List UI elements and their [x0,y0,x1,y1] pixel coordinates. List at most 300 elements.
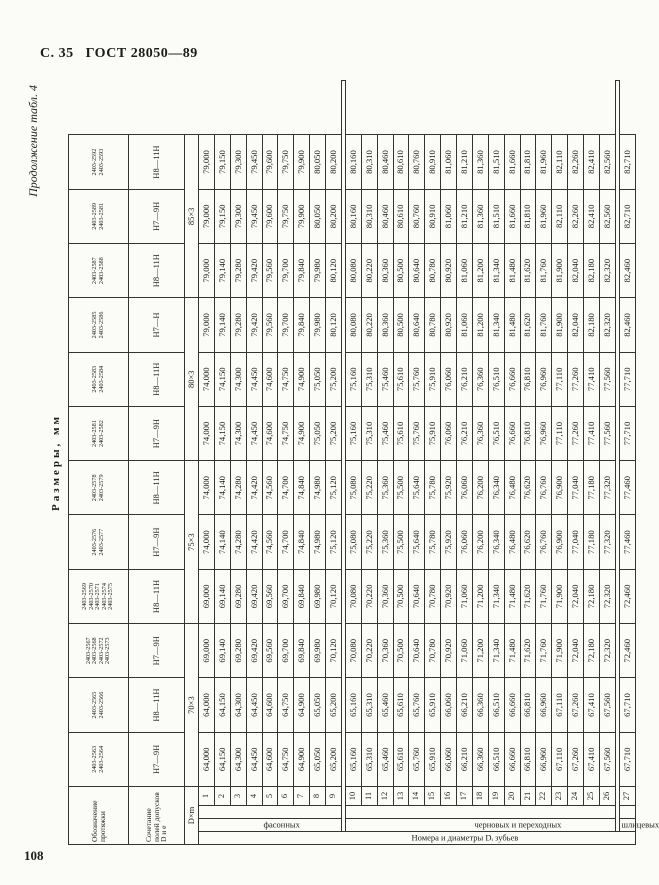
value-cell: 76,510 [488,352,504,406]
value-cell: 82,410 [584,189,600,243]
value-cell: 77,110 [552,352,568,406]
value-cell: 81,810 [520,189,536,243]
value-cell: 74,450 [246,406,262,460]
value-cell: 75,220 [361,461,377,515]
value-cell: 72,040 [568,624,584,678]
value-cell: 81,660 [504,135,520,189]
value-cell: 81,480 [504,298,520,352]
value-cell: 75,920 [441,515,457,569]
code-cell: 2403-2569 2403-2570 2403-2571 2403-2574 2403-2575 [69,569,129,623]
tolerance-cell: H7—9H [129,189,185,243]
value-cell: 74,700 [278,515,294,569]
value-cell: 67,560 [599,732,615,786]
row-number: 8 [310,786,326,805]
tolerance-label: Сочетание полей допусков D и e [129,786,185,844]
value-cell: 66,360 [472,678,488,732]
value-cell: 76,900 [552,515,568,569]
row-number: 27 [619,786,635,805]
value-cell: 82,180 [584,298,600,352]
value-cell: 79,980 [310,298,326,352]
value-cell: 76,200 [472,515,488,569]
row-number: 17 [457,786,473,805]
value-cell: 70,220 [361,569,377,623]
value-cell: 70,220 [361,624,377,678]
value-cell: 82,320 [599,298,615,352]
value-cell: 67,560 [599,678,615,732]
table-frame [20,80,659,845]
code-cell: 2403-2565 2403-2566 [69,678,129,732]
value-cell: 80,640 [409,298,425,352]
value-cell: 64,450 [246,732,262,786]
table-row [326,81,342,845]
value-cell: 69,700 [278,624,294,678]
value-cell: 74,000 [199,406,215,460]
value-cell: 74,280 [230,461,246,515]
value-cell: 81,060 [441,189,457,243]
value-cell: 74,560 [262,461,278,515]
value-cell: 65,910 [425,732,441,786]
value-cell: 75,610 [393,352,409,406]
value-cell: 66,360 [472,732,488,786]
row-number: 23 [552,786,568,805]
value-cell: 80,920 [441,244,457,298]
tolerance-cell: H7—H [129,298,185,352]
table-row [278,81,294,845]
value-cell: 74,750 [278,352,294,406]
value-cell: 80,360 [377,298,393,352]
value-cell: 80,200 [326,135,342,189]
value-cell: 81,340 [488,244,504,298]
table-row [441,81,457,845]
value-cell: 75,780 [425,515,441,569]
table-row [472,81,488,845]
value-cell: 75,160 [345,352,361,406]
value-cell: 65,310 [361,678,377,732]
value-cell: 69,280 [230,624,246,678]
chernovye-label-text: черновых и переходных [474,819,562,830]
value-cell: 81,900 [552,298,568,352]
value-cell: 79,000 [199,298,215,352]
tolerance-cell: H7—9H [129,624,185,678]
value-cell: 77,180 [584,515,600,569]
value-cell: 77,410 [584,406,600,460]
value-cell: 69,420 [246,624,262,678]
value-cell: 77,560 [599,352,615,406]
value-cell: 79,140 [214,298,230,352]
value-cell: 81,200 [472,244,488,298]
value-cell: 74,000 [199,352,215,406]
value-cell: 65,160 [345,678,361,732]
row-number: 25 [584,786,600,805]
value-cell: 80,780 [425,244,441,298]
code-cell: 2403-2585 2403-2586 [69,298,129,352]
value-cell: 80,610 [393,135,409,189]
value-cell: 77,460 [619,461,635,515]
value-cell: 64,450 [246,678,262,732]
value-cell: 81,060 [457,244,473,298]
value-cell: 81,060 [457,298,473,352]
numbers-label-text: Номера и диаметры Dᵢ зубьев [410,832,518,843]
table-row [345,81,361,845]
row-number: 15 [425,786,441,805]
value-cell: 67,710 [619,732,635,786]
value-cell: 81,360 [472,135,488,189]
value-cell: 65,310 [361,732,377,786]
value-cell: 76,360 [472,406,488,460]
value-cell: 69,840 [294,624,310,678]
value-cell: 71,760 [536,624,552,678]
value-cell: 81,210 [457,135,473,189]
value-cell: 79,000 [199,189,215,243]
value-cell: 82,410 [584,135,600,189]
value-cell: 71,900 [552,569,568,623]
value-cell: 67,260 [568,678,584,732]
row-number: 7 [294,786,310,805]
value-cell: 66,210 [457,678,473,732]
code-cell: 2403-2581 2403-2582 [69,406,129,460]
value-cell: 80,310 [361,135,377,189]
value-cell: 71,480 [504,569,520,623]
row-number: 19 [488,786,504,805]
value-cell: 71,060 [457,569,473,623]
value-cell: 76,620 [520,461,536,515]
value-cell: 79,420 [246,244,262,298]
value-cell: 70,120 [326,624,342,678]
value-cell: 80,460 [377,135,393,189]
value-cell: 81,760 [536,244,552,298]
table-row [393,81,409,845]
value-cell: 75,760 [409,406,425,460]
value-cell: 76,060 [441,352,457,406]
value-cell: 81,480 [504,244,520,298]
row-number: 4 [246,786,262,805]
value-cell: 71,620 [520,569,536,623]
value-cell: 72,320 [599,624,615,678]
value-cell: 64,600 [262,732,278,786]
value-cell: 77,560 [599,406,615,460]
value-cell: 72,320 [599,569,615,623]
value-cell: 76,960 [536,406,552,460]
value-cell: 75,120 [326,515,342,569]
row-number: 13 [393,786,409,805]
value-cell: 70,500 [393,624,409,678]
value-cell: 65,050 [310,678,326,732]
value-cell: 65,200 [326,732,342,786]
value-cell: 79,140 [214,244,230,298]
value-cell: 80,160 [345,189,361,243]
value-cell: 75,460 [377,352,393,406]
table-body [199,81,659,845]
value-cell: 81,900 [552,244,568,298]
value-cell: 80,910 [425,135,441,189]
value-cell: 65,610 [393,678,409,732]
row-number: 3 [230,786,246,805]
value-cell: 75,310 [361,352,377,406]
value-cell: 70,500 [393,569,409,623]
value-cell: 64,750 [278,678,294,732]
value-cell: 76,060 [441,406,457,460]
value-cell: 81,620 [520,298,536,352]
value-cell: 69,140 [214,569,230,623]
value-cell: 77,320 [599,461,615,515]
tolerance-cell: H8—11H [129,244,185,298]
value-cell: 72,180 [584,624,600,678]
value-cell: 65,160 [345,732,361,786]
value-cell: 80,610 [393,189,409,243]
value-cell: 77,180 [584,461,600,515]
value-cell: 80,360 [377,244,393,298]
code-cell: 2403-2563 2403-2564 [69,732,129,786]
value-cell: 76,510 [488,406,504,460]
value-cell: 80,640 [409,244,425,298]
page-number: 108 [24,848,44,863]
value-cell: 79,900 [294,189,310,243]
value-cell: 65,610 [393,732,409,786]
value-cell: 74,150 [214,352,230,406]
value-cell: 66,810 [520,678,536,732]
chernovye-label [345,819,615,832]
value-cell: 77,260 [568,352,584,406]
value-cell: 64,750 [278,732,294,786]
value-cell: 79,560 [262,298,278,352]
value-cell: 65,760 [409,678,425,732]
value-cell: 80,220 [361,298,377,352]
value-cell: 75,360 [377,515,393,569]
value-cell: 74,420 [246,515,262,569]
group-header: 80×3 [185,298,199,461]
value-cell: 82,180 [584,244,600,298]
value-cell: 75,220 [361,515,377,569]
value-cell: 81,210 [457,189,473,243]
value-cell: 66,810 [520,732,536,786]
value-cell: 80,460 [377,189,393,243]
value-cell: 72,180 [584,569,600,623]
table-row [536,81,552,845]
value-cell: 69,420 [246,569,262,623]
value-cell: 71,480 [504,624,520,678]
value-cell: 75,050 [310,352,326,406]
value-cell: 77,040 [568,515,584,569]
value-cell: 74,980 [310,515,326,569]
value-cell: 76,340 [488,461,504,515]
value-cell: 69,140 [214,624,230,678]
value-cell: 81,960 [536,135,552,189]
value-cell: 79,840 [294,298,310,352]
value-cell: 65,460 [377,678,393,732]
value-cell: 75,760 [409,352,425,406]
code-cell: 2403-2567 2403-2568 2403-2572 2403-2573 [69,624,129,678]
table-row [409,81,425,845]
value-cell: 76,210 [457,406,473,460]
value-cell: 76,200 [472,461,488,515]
row-number: 1 [199,786,215,805]
code-cell: 2403-2589 2403-2581 [69,189,129,243]
value-cell: 82,040 [568,244,584,298]
table-row [552,81,568,845]
value-cell: 82,260 [568,189,584,243]
value-cell: 70,640 [409,624,425,678]
value-cell: 66,960 [536,732,552,786]
value-cell: 80,500 [393,244,409,298]
value-cell: 79,280 [230,298,246,352]
row-number: 12 [377,786,393,805]
value-cell: 76,480 [504,461,520,515]
row-number: 16 [441,786,457,805]
value-cell: 80,120 [326,244,342,298]
row-number: 14 [409,786,425,805]
page-label: С. 35 [40,46,74,61]
code-cell: 2403-2592 2403-2593 [69,135,129,189]
table-row [230,81,246,845]
value-cell: 76,480 [504,515,520,569]
row-number: 18 [472,786,488,805]
value-cell: 79,450 [246,189,262,243]
value-cell: 64,600 [262,678,278,732]
value-cell: 70,120 [326,569,342,623]
value-cell: 81,340 [488,298,504,352]
value-cell: 69,840 [294,569,310,623]
value-cell: 75,080 [345,461,361,515]
value-cell: 64,000 [199,678,215,732]
table-row [262,81,278,845]
table-row [361,81,377,845]
value-cell: 71,620 [520,624,536,678]
value-cell: 79,700 [278,244,294,298]
value-cell: 69,560 [262,569,278,623]
value-cell: 76,960 [536,352,552,406]
value-cell: 76,210 [457,352,473,406]
value-cell: 80,160 [345,135,361,189]
value-cell: 80,920 [441,298,457,352]
value-cell: 82,320 [599,244,615,298]
value-cell: 66,510 [488,732,504,786]
value-cell: 79,980 [310,244,326,298]
value-cell: 76,660 [504,352,520,406]
value-cell: 76,760 [536,461,552,515]
group-row [185,81,199,845]
row-number: 2 [214,786,230,805]
value-cell: 64,150 [214,678,230,732]
value-cell: 75,080 [345,515,361,569]
tolerance-cell: H8—11H [129,569,185,623]
value-cell: 79,700 [278,298,294,352]
value-cell: 81,660 [504,189,520,243]
value-cell: 75,310 [361,406,377,460]
value-cell: 80,760 [409,189,425,243]
value-cell: 67,410 [584,732,600,786]
value-cell: 76,360 [472,352,488,406]
value-cell: 65,910 [425,678,441,732]
value-cell: 81,620 [520,244,536,298]
value-cell: 65,050 [310,732,326,786]
value-cell: 74,700 [278,461,294,515]
value-cell: 75,120 [326,461,342,515]
value-cell: 77,110 [552,406,568,460]
value-cell: 71,340 [488,569,504,623]
value-cell: 74,150 [214,406,230,460]
value-cell: 81,960 [536,189,552,243]
value-cell: 75,160 [345,406,361,460]
code-cell: 2403-2578 2403-2579 [69,461,129,515]
designation-label: Обозначение протяжки [69,786,129,844]
value-cell: 74,280 [230,515,246,569]
value-cell: 76,060 [457,461,473,515]
value-cell: 66,060 [441,732,457,786]
value-cell: 74,600 [262,406,278,460]
value-cell: 75,360 [377,461,393,515]
value-cell: 70,780 [425,624,441,678]
value-cell: 80,050 [310,135,326,189]
value-cell: 67,410 [584,678,600,732]
value-cell: 80,080 [345,298,361,352]
value-cell: 70,360 [377,569,393,623]
group-header: 75×3 [185,461,199,624]
code-cell: 2403-2576 2403-2577 [69,515,129,569]
continuation-label: Продолжение табл. 4 [26,85,40,197]
value-cell: 76,060 [457,515,473,569]
value-cell: 82,460 [619,298,635,352]
value-cell: 80,310 [361,189,377,243]
value-cell: 64,300 [230,678,246,732]
value-cell: 72,460 [619,624,635,678]
value-cell: 77,040 [568,461,584,515]
value-cell: 72,040 [568,569,584,623]
value-cell: 74,840 [294,461,310,515]
value-cell: 79,000 [199,244,215,298]
table-row [457,81,473,845]
tolerance-cell: H8—11H [129,135,185,189]
value-cell: 75,910 [425,406,441,460]
value-cell: 64,900 [294,678,310,732]
table-row [310,81,326,845]
row-number: 26 [599,786,615,805]
value-cell: 74,840 [294,515,310,569]
tolerance-cell: H7—9H [129,515,185,569]
value-cell: 69,700 [278,569,294,623]
value-cell: 75,640 [409,515,425,569]
value-cell: 81,360 [472,189,488,243]
table-row [377,81,393,845]
value-cell: 64,900 [294,732,310,786]
value-cell: 70,920 [441,569,457,623]
value-cell: 75,640 [409,461,425,515]
numbers-label [199,832,636,845]
value-cell: 71,900 [552,624,568,678]
value-cell: 79,000 [199,135,215,189]
value-cell: 77,320 [599,515,615,569]
value-cell: 76,900 [552,461,568,515]
value-cell: 77,710 [619,352,635,406]
value-cell: 70,640 [409,569,425,623]
row-number: 5 [262,786,278,805]
table-row [199,81,215,845]
value-cell: 79,150 [214,189,230,243]
value-cell: 81,510 [488,135,504,189]
value-cell: 65,200 [326,678,342,732]
value-cell: 81,810 [520,135,536,189]
tolerance-cell: H7—9H [129,406,185,460]
value-cell: 79,300 [230,135,246,189]
value-cell: 79,420 [246,298,262,352]
shlitsevye-label-text: шлицевых [621,819,659,830]
value-cell: 71,060 [457,624,473,678]
value-cell: 74,600 [262,352,278,406]
side-blank [345,806,615,819]
row-number: 20 [504,786,520,805]
value-cell: 76,340 [488,515,504,569]
value-cell: 82,260 [568,135,584,189]
value-cell: 67,110 [552,732,568,786]
